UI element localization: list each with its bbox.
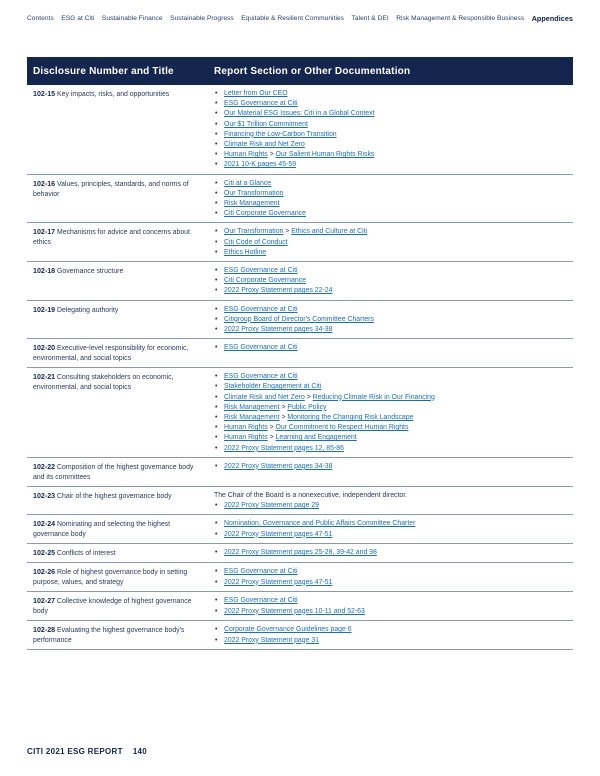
documentation-link[interactable]: 2022 Proxy Statement pages 25-28, 39-42 and 98 bbox=[224, 549, 377, 557]
documentation-link[interactable]: Public Policy bbox=[287, 403, 327, 411]
documentation-link[interactable]: Nomination, Governance and Public Affairs Committee Charter bbox=[224, 520, 416, 528]
list-item bbox=[214, 199, 573, 209]
documentation-link[interactable]: Monitoring the Changing Risk Landscape bbox=[287, 414, 414, 422]
documentation-link[interactable]: Citi Corporate Governance bbox=[224, 277, 306, 285]
chevron-separator-icon: > bbox=[279, 403, 288, 411]
documentation-list bbox=[214, 179, 573, 220]
list-item bbox=[214, 625, 573, 635]
documentation-link[interactable]: Ethics Hotline bbox=[224, 248, 267, 256]
disclosure-number: 102-28 bbox=[33, 626, 56, 635]
disclosure-number: 102-27 bbox=[33, 597, 56, 606]
table-row bbox=[27, 621, 573, 650]
list-item bbox=[214, 315, 573, 325]
disclosure-number: 102-21 bbox=[33, 373, 56, 382]
disclosure-cell bbox=[27, 625, 214, 646]
table-body bbox=[27, 85, 573, 650]
disclosure-cell bbox=[27, 462, 214, 483]
chevron-separator-icon: > bbox=[267, 434, 276, 442]
documentation-cell bbox=[214, 179, 573, 220]
chevron-separator-icon: > bbox=[267, 424, 276, 432]
documentation-link[interactable]: Corporate Governance Guidelines page 6 bbox=[224, 626, 352, 634]
documentation-list bbox=[214, 305, 573, 336]
documentation-cell bbox=[214, 227, 573, 258]
list-item bbox=[214, 462, 573, 472]
documentation-link[interactable]: Our Material ESG Issues: Citi in a Global Context bbox=[224, 110, 375, 118]
disclosure-cell bbox=[27, 89, 214, 171]
list-item bbox=[214, 567, 573, 577]
list-item bbox=[214, 276, 573, 286]
disclosure-title: Consulting stakeholders on economic, environmental, and social topics bbox=[33, 374, 174, 392]
list-item bbox=[214, 548, 573, 558]
documentation-link[interactable]: Human Rights bbox=[224, 434, 268, 442]
disclosure-cell bbox=[27, 548, 214, 559]
documentation-cell bbox=[214, 567, 573, 588]
documentation-cell bbox=[214, 343, 573, 364]
list-item bbox=[214, 160, 573, 170]
list-item bbox=[214, 372, 573, 382]
documentation-link[interactable]: 2022 Proxy Statement pages 22-24 bbox=[224, 287, 333, 295]
documentation-list bbox=[214, 596, 573, 616]
list-item bbox=[214, 433, 573, 443]
table-row bbox=[27, 85, 573, 175]
list-item bbox=[214, 519, 573, 529]
documentation-list bbox=[214, 501, 573, 511]
documentation-link[interactable]: Ethics and Culture at Citi bbox=[291, 228, 368, 236]
documentation-cell bbox=[214, 625, 573, 646]
documentation-link[interactable]: 2022 Proxy Statement pages 47-51 bbox=[224, 578, 333, 586]
nav-item-contents[interactable]: Contents bbox=[27, 14, 54, 22]
documentation-link[interactable]: 2022 Proxy Statement page 31 bbox=[224, 636, 320, 644]
disclosure-title: Values, principles, standards, and norms of behavior bbox=[33, 180, 189, 198]
documentation-list bbox=[214, 548, 573, 558]
disclosure-cell bbox=[27, 305, 214, 336]
table-row bbox=[27, 592, 573, 621]
disclosure-number: 102-25 bbox=[33, 549, 56, 558]
disclosure-title: Composition of the highest governance body and its committees bbox=[33, 463, 194, 481]
list-item bbox=[214, 607, 573, 617]
disclosure-title: Role of highest governance body in setting purpose, values, and strategy bbox=[33, 569, 188, 587]
disclosure-number: 102-18 bbox=[33, 267, 56, 276]
list-item bbox=[214, 403, 573, 413]
disclosure-title: Evaluating the highest governance body's performance bbox=[33, 627, 185, 645]
documentation-list bbox=[214, 372, 573, 454]
documentation-cell bbox=[214, 462, 573, 483]
documentation-link[interactable]: 2022 Proxy Statement pages 34-38 bbox=[224, 462, 333, 470]
disclosure-title: Nominating and selecting the highest governance body bbox=[33, 521, 171, 539]
table-row bbox=[27, 368, 573, 458]
chevron-separator-icon: > bbox=[267, 151, 276, 159]
list-item bbox=[214, 444, 573, 454]
list-item bbox=[214, 423, 573, 433]
disclosure-cell bbox=[27, 491, 214, 511]
documentation-link[interactable]: ESG Governance at Citi bbox=[224, 568, 298, 576]
list-item bbox=[214, 227, 573, 237]
documentation-list bbox=[214, 266, 573, 297]
documentation-link[interactable]: Our $1 Trillion Commitment bbox=[224, 120, 308, 128]
documentation-note: The Chair of the Board is a nonexecutive, independent director. bbox=[214, 491, 408, 499]
nav-item-talent-dei[interactable]: Talent & DEI bbox=[351, 14, 389, 22]
chevron-separator-icon: > bbox=[279, 414, 288, 422]
nav-item-equitable-resilient-communities[interactable]: Equitable & Resilient Communities bbox=[241, 14, 345, 22]
table-row bbox=[27, 339, 573, 368]
documentation-link[interactable]: Reducing Climate Risk in Our Financing bbox=[312, 393, 435, 401]
list-item bbox=[214, 266, 573, 276]
disclosure-title: Governance structure bbox=[57, 268, 124, 276]
list-item bbox=[214, 343, 573, 353]
list-item bbox=[214, 413, 573, 423]
disclosure-cell bbox=[27, 519, 214, 540]
documentation-cell bbox=[214, 305, 573, 336]
disclosure-title: Mechanisms for advice and concerns about ethics bbox=[33, 229, 190, 247]
nav-item-appendices[interactable]: Appendices bbox=[531, 13, 573, 23]
documentation-link[interactable]: Our Transformation bbox=[224, 228, 284, 236]
disclosure-cell bbox=[27, 227, 214, 258]
disclosure-cell bbox=[27, 596, 214, 617]
documentation-link[interactable]: ESG Governance at Citi bbox=[224, 373, 298, 381]
disclosure-number: 102-20 bbox=[33, 344, 56, 353]
list-item bbox=[214, 109, 573, 119]
nav-item-sustainable-progress[interactable]: Sustainable Progress bbox=[170, 14, 234, 22]
table-row bbox=[27, 487, 573, 515]
column-header-disclosure: Disclosure Number and Title bbox=[33, 65, 174, 77]
documentation-link[interactable]: Citi Corporate Governance bbox=[224, 210, 306, 218]
documentation-link[interactable]: Learning and Engagement bbox=[275, 434, 357, 442]
nav-item-risk-management-responsible-business[interactable]: Risk Management & Responsible Business bbox=[396, 14, 525, 22]
list-item bbox=[214, 179, 573, 189]
list-item bbox=[214, 382, 573, 392]
documentation-link[interactable]: Climate Risk and Net Zero bbox=[224, 141, 305, 149]
documentation-cell bbox=[214, 519, 573, 540]
disclosure-title: Conflicts of interest bbox=[57, 550, 116, 558]
list-item bbox=[214, 325, 573, 335]
documentation-cell bbox=[214, 491, 573, 511]
list-item bbox=[214, 530, 573, 540]
nav-item-esg-at-citi[interactable]: ESG at Citi bbox=[61, 14, 95, 22]
documentation-list bbox=[214, 343, 573, 353]
list-item bbox=[214, 305, 573, 315]
table-row bbox=[27, 544, 573, 563]
chevron-separator-icon: > bbox=[283, 228, 292, 236]
documentation-list bbox=[214, 462, 573, 472]
top-navigation bbox=[27, 11, 573, 25]
report-title: CITI 2021 ESG REPORT bbox=[27, 747, 123, 756]
disclosure-cell bbox=[27, 266, 214, 297]
table-row bbox=[27, 262, 573, 301]
documentation-link[interactable]: Climate Risk and Net Zero bbox=[224, 393, 305, 401]
disclosure-number: 102-22 bbox=[33, 462, 56, 471]
list-item bbox=[214, 596, 573, 606]
list-item bbox=[214, 89, 573, 99]
documentation-link[interactable]: 2022 Proxy Statement pages 12, 85-86 bbox=[224, 444, 344, 452]
documentation-list bbox=[214, 227, 573, 258]
documentation-link[interactable]: ESG Governance at Citi bbox=[224, 597, 298, 605]
list-item bbox=[214, 636, 573, 646]
disclosure-number: 102-23 bbox=[33, 491, 56, 500]
documentation-link[interactable]: ESG Governance at Citi bbox=[224, 100, 298, 108]
nav-item-sustainable-finance[interactable]: Sustainable Finance bbox=[101, 14, 163, 22]
table-row bbox=[27, 515, 573, 544]
documentation-cell bbox=[214, 596, 573, 617]
documentation-list bbox=[214, 519, 573, 539]
disclosure-cell bbox=[27, 343, 214, 364]
chevron-separator-icon: > bbox=[304, 393, 313, 401]
documentation-link[interactable]: Risk Management bbox=[224, 414, 280, 422]
list-item bbox=[214, 189, 573, 199]
documentation-link[interactable]: ESG Governance at Citi bbox=[224, 305, 298, 313]
disclosure-number: 102-15 bbox=[33, 90, 56, 98]
disclosure-title: Collective knowledge of highest governance body bbox=[33, 598, 192, 616]
documentation-link[interactable]: 2022 Proxy Statement pages 10-11 and 52-63 bbox=[224, 607, 365, 615]
documentation-link[interactable]: Risk Management bbox=[224, 200, 280, 208]
documentation-link[interactable]: Risk Management bbox=[224, 403, 280, 411]
list-item bbox=[214, 209, 573, 219]
disclosure-number: 102-24 bbox=[33, 520, 56, 529]
disclosure-number: 102-26 bbox=[33, 568, 56, 577]
list-item bbox=[214, 393, 573, 403]
list-item bbox=[214, 150, 573, 160]
documentation-link[interactable]: Citigroup Board of Director's Committee Charters bbox=[224, 315, 374, 323]
list-item bbox=[214, 286, 573, 296]
table-row bbox=[27, 301, 573, 340]
documentation-list bbox=[214, 89, 573, 171]
table-row bbox=[27, 458, 573, 487]
disclosure-cell bbox=[27, 567, 214, 588]
table-header bbox=[27, 57, 573, 85]
documentation-link[interactable]: Our Transformation bbox=[224, 189, 284, 197]
list-item bbox=[214, 248, 573, 258]
documentation-cell bbox=[214, 89, 573, 171]
page-footer bbox=[27, 747, 147, 756]
documentation-list bbox=[214, 567, 573, 587]
list-item bbox=[214, 501, 573, 511]
list-item bbox=[214, 578, 573, 588]
table-row bbox=[27, 563, 573, 592]
list-item bbox=[214, 238, 573, 248]
documentation-link[interactable]: 2022 Proxy Statement pages 34-38 bbox=[224, 326, 333, 334]
documentation-list bbox=[214, 625, 573, 645]
documentation-link[interactable]: 2022 Proxy Statement page 29 bbox=[224, 502, 320, 510]
documentation-cell bbox=[214, 548, 573, 559]
documentation-link[interactable]: 2022 Proxy Statement pages 47-51 bbox=[224, 530, 333, 538]
disclosure-title: Chair of the highest governance body bbox=[57, 492, 172, 500]
disclosure-title: Delegating authority bbox=[57, 306, 119, 314]
documentation-link[interactable]: Stakeholder Engagement at Citi bbox=[224, 383, 322, 391]
documentation-link[interactable]: Citi at a Glance bbox=[224, 179, 272, 187]
page-number: 140 bbox=[132, 747, 148, 756]
list-item bbox=[214, 130, 573, 140]
table-row bbox=[27, 223, 573, 262]
disclosure-cell bbox=[27, 372, 214, 454]
documentation-link[interactable]: Financing the Low-Carbon Transition bbox=[224, 130, 337, 138]
disclosure-number: 102-16 bbox=[33, 179, 56, 188]
column-header-report-section: Report Section or Other Documentation bbox=[214, 65, 411, 77]
documentation-link[interactable]: 2021 10-K pages 45-59 bbox=[224, 161, 297, 169]
list-item bbox=[214, 99, 573, 109]
table-row bbox=[27, 175, 573, 224]
documentation-link[interactable]: Human Rights bbox=[224, 424, 268, 432]
disclosure-title: Key impacts, risks, and opportunities bbox=[57, 91, 170, 98]
documentation-link[interactable]: ESG Governance at Citi bbox=[224, 267, 298, 275]
documentation-link[interactable]: Our Salient Human Rights Risks bbox=[275, 151, 375, 159]
documentation-link[interactable]: Citi Code of Conduct bbox=[224, 238, 288, 246]
gri-disclosure-table bbox=[27, 57, 573, 650]
disclosure-number: 102-17 bbox=[33, 228, 56, 237]
disclosure-cell bbox=[27, 179, 214, 220]
documentation-link[interactable]: Human Rights bbox=[224, 151, 268, 159]
documentation-cell bbox=[214, 266, 573, 297]
disclosure-number: 102-19 bbox=[33, 305, 56, 314]
disclosure-title: Executive-level responsibility for economic, environmental, and social topics bbox=[33, 345, 189, 363]
list-item bbox=[214, 140, 573, 150]
list-item bbox=[214, 120, 573, 130]
documentation-link[interactable]: ESG Governance at Citi bbox=[224, 344, 298, 352]
documentation-link[interactable]: Our Commitment to Respect Human Rights bbox=[275, 424, 409, 432]
documentation-link[interactable]: Letter from Our CEO bbox=[224, 90, 288, 97]
documentation-cell bbox=[214, 372, 573, 454]
